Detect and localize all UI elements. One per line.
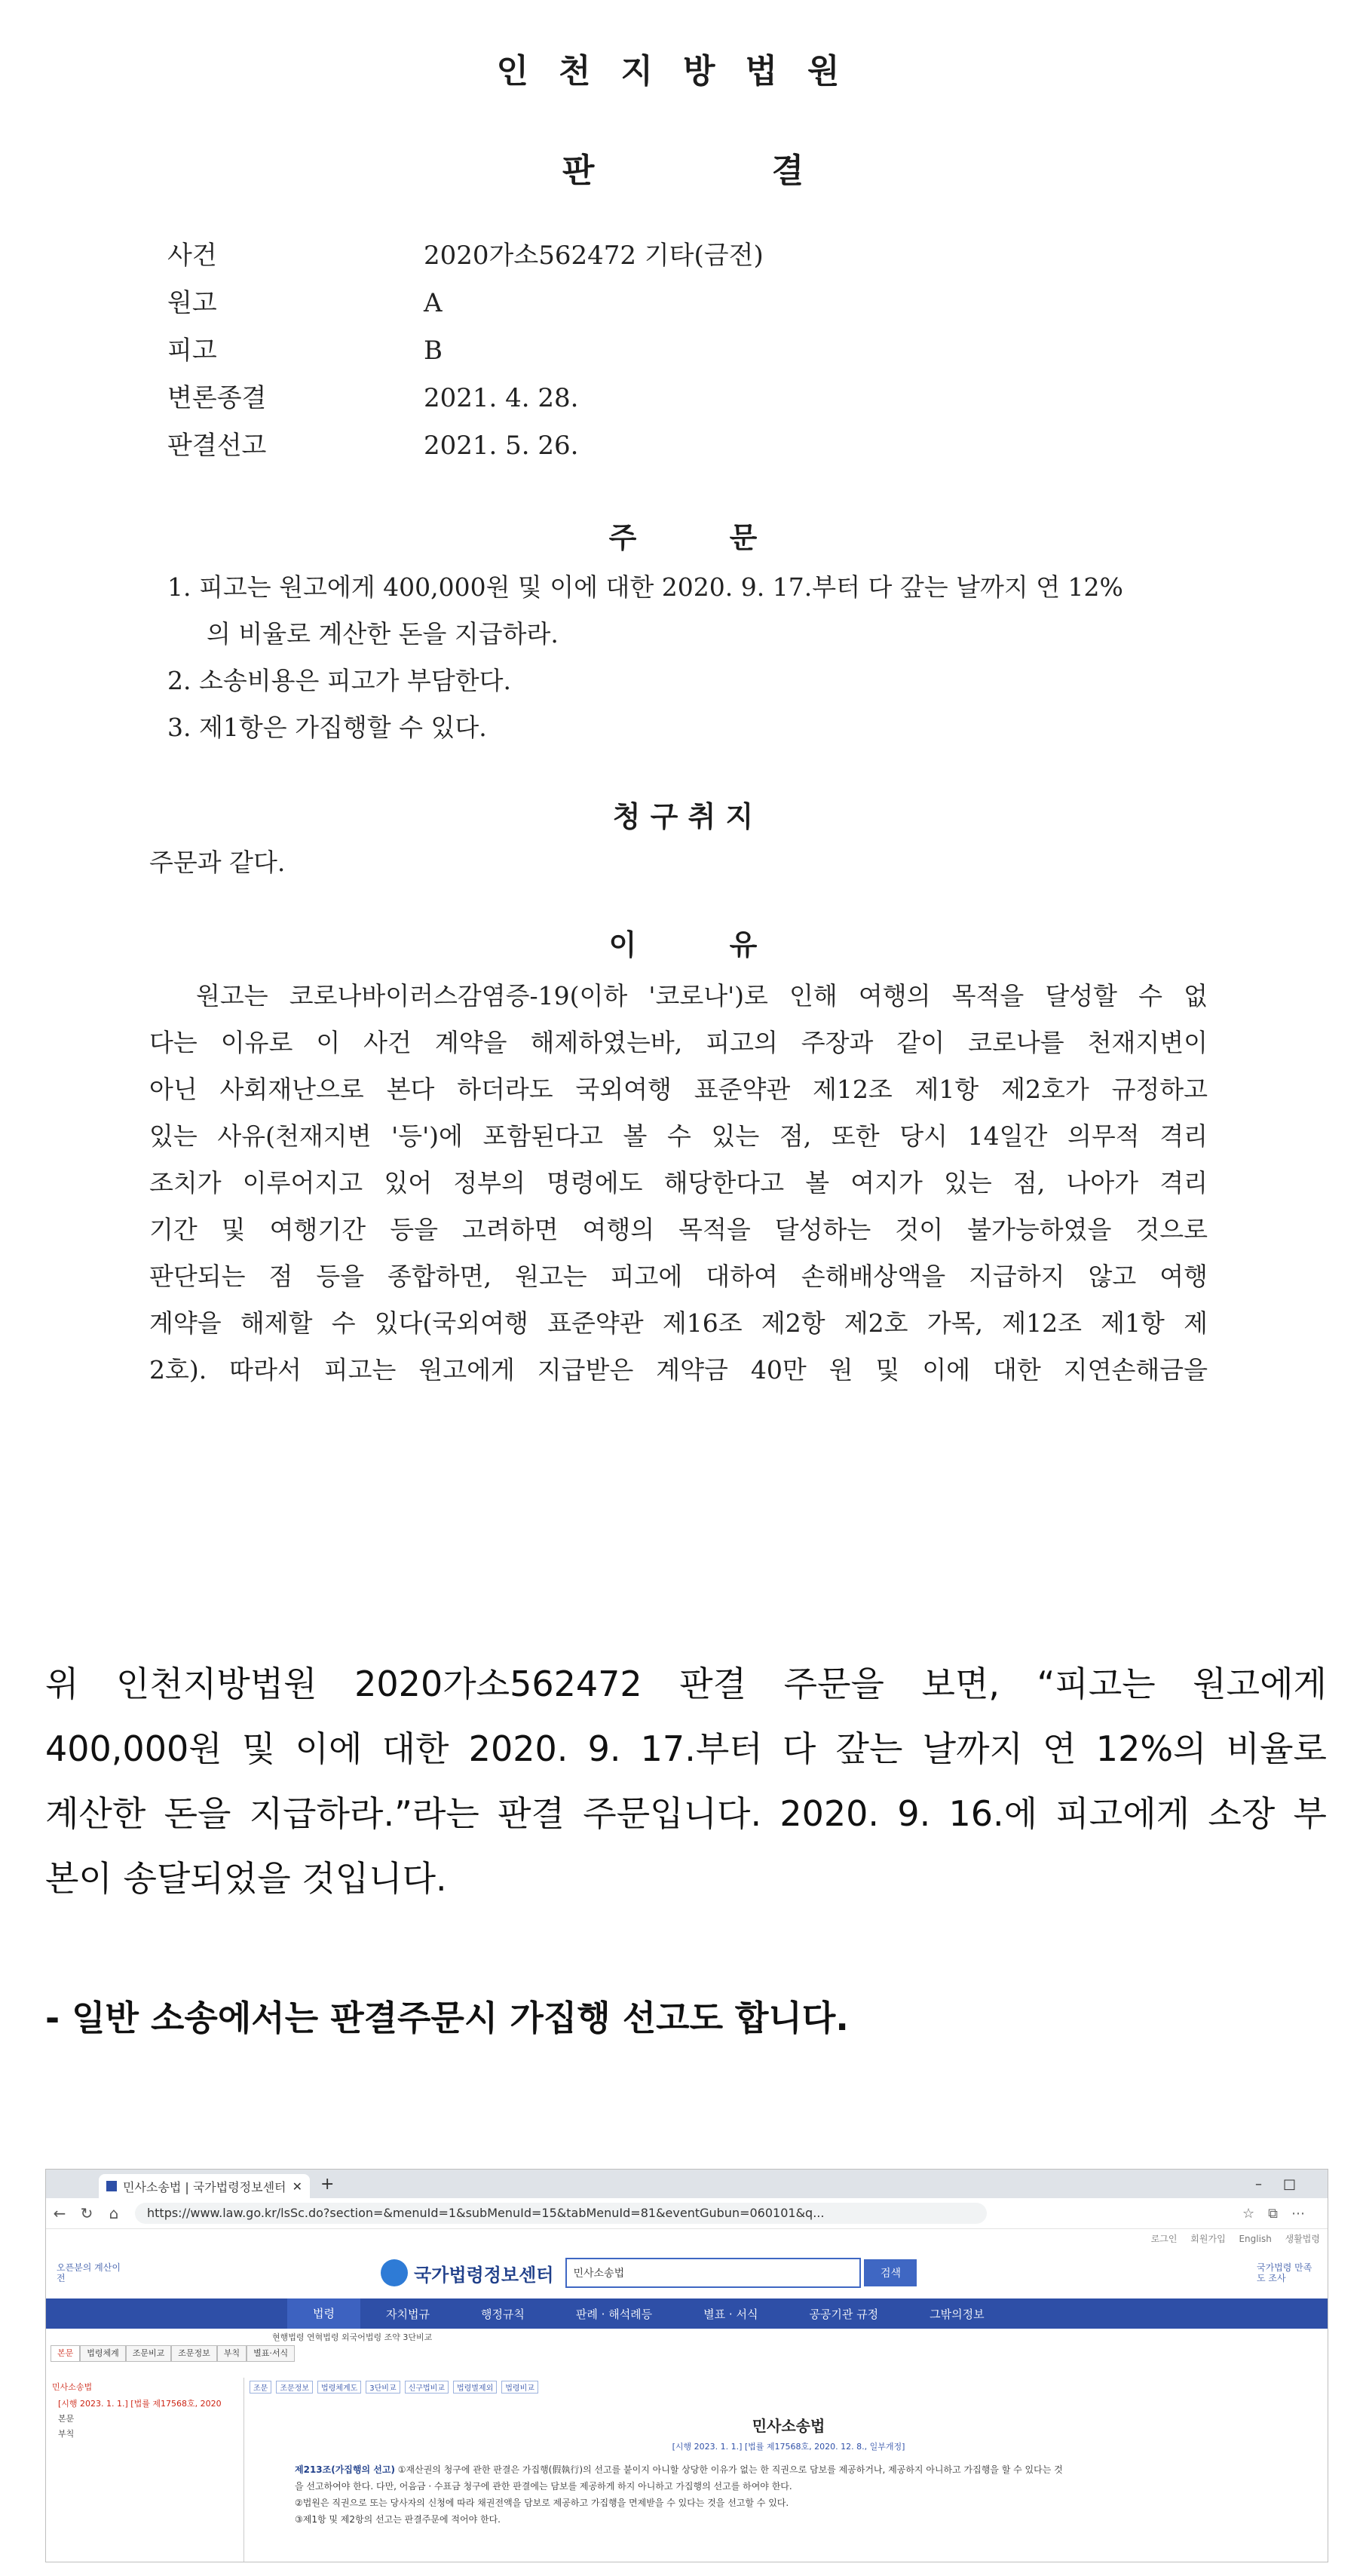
reason-line: 있는 사유(천재지변 '등')에 포함된다고 볼 수 있는 점, 또한 당시 14일간 의무적 격리	[149, 1121, 1208, 1151]
law-tree-panel	[46, 2378, 244, 2562]
article-line: ③제1항 및 제2항의 선고는 판결주문에 적어야 한다.	[295, 2514, 501, 2525]
tab-system[interactable]: 법령체계	[80, 2345, 126, 2362]
url-field[interactable]: https://www.law.go.kr/lsSc.do?section=&menuId=1&subMenuId=15&tabMenuId=81&eventGubun=060101&q...	[135, 2203, 987, 2224]
tool-button[interactable]: 조문	[250, 2381, 271, 2394]
home-icon[interactable]: ⌂	[109, 2204, 119, 2222]
sentence-label: 판결선고	[167, 431, 267, 461]
site-favicon-icon	[106, 2181, 117, 2191]
menu-item-cases[interactable]: 판례 · 해석례등	[575, 2307, 653, 2321]
law-type-options[interactable]: 현행법령 연혁법령 외국어법령 조약 3단비교	[272, 2332, 433, 2342]
commentary-line: 위 인천지방법원 2020가소562472 판결 주문을 보면, “피고는 원고에게	[45, 1664, 1327, 1704]
case-info-row	[167, 232, 764, 280]
tree-item[interactable]: 본문	[58, 2414, 75, 2424]
menu-item-admin[interactable]: 행정규칙	[480, 2307, 525, 2321]
law-search-input[interactable]: 민사소송법	[565, 2258, 861, 2288]
tab-body[interactable]: 본문	[51, 2345, 80, 2362]
commentary-subheading: - 일반 소송에서는 판결주문시 가집행 선고도 합니다.	[45, 1998, 849, 2038]
close-icon[interactable]: ✕	[292, 2179, 302, 2194]
defendant-value: B	[424, 336, 443, 366]
tool-button[interactable]: 법령비교	[501, 2381, 538, 2394]
claim-heading: 청 구 취 지	[612, 800, 754, 833]
campaign-logo[interactable]: 오픈분의 계산이전	[57, 2262, 121, 2283]
article-line: ①재산권의 청구에 관한 판결은 가집행(假執行)의 선고를 붙이지 아니할 상당한 이유가 없는 한 직권으로 담보를 제공하거나, 제공하지 아니하고 가집행을 할 수 있다는 것	[397, 2464, 1063, 2475]
tab-title: 민사소송법 | 국가법령정보센터	[123, 2179, 286, 2194]
case-value: 2020가소562472 기타(금전)	[424, 241, 764, 271]
order-item: 3. 제1항은 가집행할 수 있다.	[167, 713, 487, 742]
tab-forms[interactable]: 별표·서식	[247, 2345, 295, 2362]
window-controls[interactable]: –□	[1254, 2176, 1317, 2192]
defendant-label: 피고	[167, 336, 217, 366]
closing-date: 2021. 4. 28.	[424, 383, 579, 413]
browser-tab-bar	[46, 2170, 1328, 2198]
browser-tab[interactable]	[99, 2174, 310, 2198]
tool-button[interactable]: 3단비교	[366, 2381, 400, 2394]
address-bar	[46, 2198, 1328, 2229]
site-top-links	[46, 2229, 1328, 2247]
panel-title[interactable]: 민사소송법	[52, 2382, 93, 2392]
menu-item-public[interactable]: 공공기관 규정	[809, 2307, 879, 2321]
commentary-paragraph	[45, 1651, 1327, 1911]
order-item: 1. 피고는 원고에게 400,000원 및 이에 대한 2020. 9. 17.부터 다 갚는 날까지 연 12%	[167, 572, 1123, 602]
reason-line: 2호). 따라서 피고는 원고에게 지급받은 계약금 40만 원 및 이에 대한 지연손해금을	[149, 1355, 1208, 1385]
order-item: 2. 소송비용은 피고가 부담한다.	[167, 666, 511, 695]
order-list	[167, 564, 1223, 751]
menu-item-local[interactable]: 자치법규	[385, 2307, 430, 2321]
reason-line: 다는 이유로 이 사건 계약을 해제하였는바, 피고의 주장과 같이 코로나를 천재지변이	[149, 1028, 1208, 1057]
tab-addenda[interactable]: 부칙	[217, 2345, 247, 2362]
law-enforcement-info: [시행 2023. 1. 1.] [법률 제17568호, 2020. 12. 8., 일부개정]	[672, 2442, 905, 2452]
case-info-row	[167, 375, 764, 422]
plaintiff-value: A	[424, 288, 443, 318]
closing-label: 변론종결	[167, 383, 267, 413]
case-info-row	[167, 327, 764, 375]
tab-article-info[interactable]: 조문정보	[171, 2345, 217, 2362]
law-content	[250, 2378, 1328, 2562]
reason-line: 계약을 해제할 수 있다(국외여행 표준약관 제16조 제2항 제2호 가목, 제12조 제1항 제	[149, 1308, 1208, 1338]
case-info	[167, 232, 764, 470]
menu-item-forms[interactable]: 별표 · 서식	[703, 2307, 758, 2321]
menu-item-other[interactable]: 그밖의정보	[930, 2307, 985, 2321]
reason-line: 기간 및 여행기간 등을 고려하면 여행의 목적을 달성하는 것이 불가능하였을 것으로	[149, 1215, 1208, 1244]
case-info-row	[167, 280, 764, 327]
logo-icon	[381, 2259, 408, 2286]
new-tab-icon[interactable]: +	[320, 2174, 335, 2194]
article-line: 을 선고하여야 한다. 다만, 어음금 · 수표금 청구에 관한 판결에는 담보를 제공하게 하지 아니하고 가집행의 선고를 하여야 한다.	[295, 2481, 792, 2492]
menu-item-laws[interactable]: 법령	[287, 2298, 360, 2329]
browser-screenshot	[45, 2169, 1328, 2562]
tool-button[interactable]: 신구법비교	[405, 2381, 449, 2394]
commentary-line: 400,000원 및 이에 대한 2020. 9. 17.부터 다 갚는 날까지 연 12%의 비율로	[45, 1728, 1327, 1769]
content-tabs	[46, 2345, 1328, 2362]
case-info-row	[167, 422, 764, 470]
reason-line: 조치가 이루어지고 있어 정부의 명령에도 해당한다고 볼 여지가 있는 점, 나아가 격리	[149, 1168, 1208, 1198]
commentary-line: 계산한 돈을 지급하라.”라는 판결 주문입니다. 2020. 9. 16.에 피고에게 소장 부	[45, 1793, 1327, 1834]
case-label: 사건	[167, 241, 217, 271]
court-name: 인천지방법원	[496, 52, 870, 90]
panel-subtitle: [시행 2023. 1. 1.] [법률 제17568호, 2020	[58, 2399, 222, 2409]
main-menu	[46, 2298, 1328, 2329]
tool-button[interactable]: 법령별제외	[453, 2381, 497, 2394]
commentary-line: 본이 송달되었을 것입니다.	[45, 1858, 447, 1899]
tool-button[interactable]: 조문정보	[276, 2381, 313, 2394]
reason-heading: 이 유	[608, 928, 758, 961]
sentence-date: 2021. 5. 26.	[424, 431, 579, 461]
article-213	[295, 2461, 1312, 2528]
site-brand-name: 국가법령정보센터	[414, 2264, 554, 2286]
article-title[interactable]: 제213조(가집행의 선고)	[295, 2464, 395, 2475]
survey-logo[interactable]: 국가법령 만족도 조사	[1257, 2262, 1312, 2283]
order-item: 의 비율로 계산한 돈을 지급하라.	[207, 619, 559, 649]
search-button[interactable]: 검색	[864, 2259, 917, 2286]
top-links[interactable]: 로그인 회원가입 English 생활법령	[1150, 2233, 1320, 2244]
plaintiff-label: 원고	[167, 288, 217, 318]
tree-item[interactable]: 부칙	[58, 2429, 75, 2439]
reason-line: 판단되는 점 등을 종합하면, 원고는 피고에 대하여 손해배상액을 지급하지 않고 여행	[149, 1262, 1208, 1291]
law-title: 민사소송법	[752, 2417, 825, 2435]
toolbar-icons[interactable]: ☆⧉⋯	[1242, 2205, 1319, 2222]
tool-button[interactable]: 법령체계도	[317, 2381, 361, 2394]
back-icon[interactable]: ←	[53, 2204, 66, 2222]
reason-body	[149, 973, 1208, 1394]
reason-line: 원고는 코로나바이러스감염증-19(이하 '코로나')로 인해 여행의 목적을 달성할 수 없	[196, 981, 1208, 1010]
site-logo[interactable]	[381, 2259, 553, 2286]
article-line: ②법원은 직권으로 또는 당사자의 신청에 따라 채권전액을 담보로 제공하고 가집행을 면제받을 수 있다는 것을 선고할 수 있다.	[295, 2498, 789, 2508]
reason-line: 아닌 사회재난으로 본다 하더라도 국외여행 표준약관 제12조 제1항 제2호가 규정하고	[149, 1075, 1208, 1104]
claim-text: 주문과 같다.	[149, 848, 286, 877]
site-header	[46, 2247, 1328, 2298]
order-heading: 주 문	[608, 521, 758, 554]
tab-compare[interactable]: 조문비교	[126, 2345, 172, 2362]
reload-icon[interactable]: ↻	[80, 2204, 93, 2222]
document-type: 판 결	[562, 152, 804, 190]
content-toolbar	[250, 2378, 1328, 2396]
